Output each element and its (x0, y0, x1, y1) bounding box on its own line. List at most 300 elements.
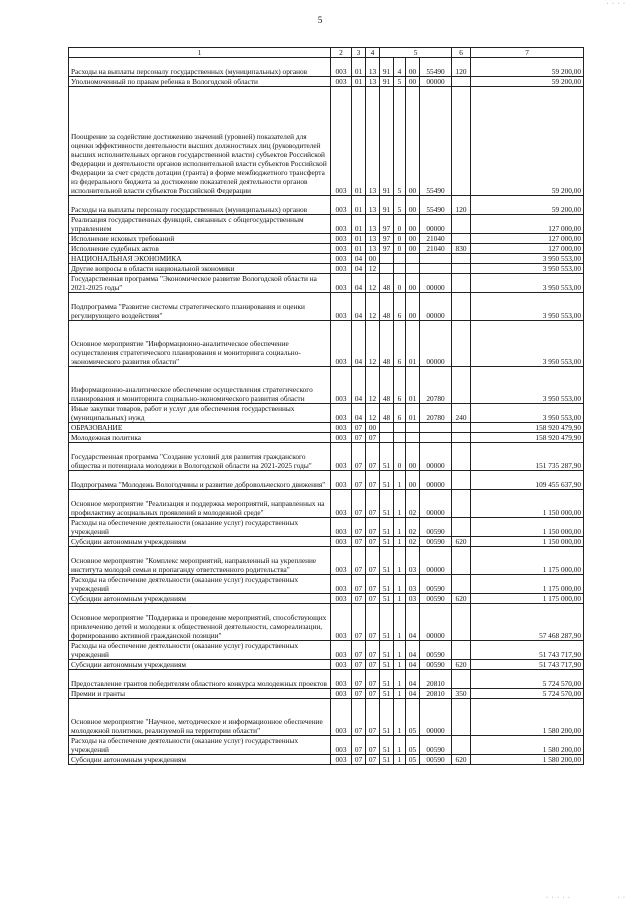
razdel-cell: 01 (352, 215, 366, 234)
target-code-subprogram-cell: 0 (394, 443, 406, 471)
glava-cell: 003 (331, 404, 352, 423)
amount-cell: 51 743 717,90 (471, 660, 584, 670)
target-code-event-cell: 03 (406, 575, 420, 594)
target-code-subprogram-cell: 1 (394, 518, 406, 537)
razdel-cell: 07 (352, 471, 366, 490)
target-code-event-cell: 02 (406, 518, 420, 537)
glava-cell: 003 (331, 433, 352, 443)
expense-type-cell (452, 518, 471, 537)
razdel-cell: 07 (352, 736, 366, 755)
podrazdel-cell: 07 (366, 670, 380, 689)
amount-cell: 5 724 570,00 (471, 670, 584, 689)
target-code-subprogram-cell: 1 (394, 660, 406, 670)
target-code-subprogram-cell: 6 (394, 321, 406, 367)
amount-cell: 3 950 553,00 (471, 321, 584, 367)
expense-type-cell: 620 (452, 660, 471, 670)
table-header-row (69, 48, 584, 58)
glava-cell: 003 (331, 423, 352, 433)
razdel-cell: 07 (352, 594, 366, 604)
row-name-cell: Расходы на обеспечение деятельности (оказание услуг) государственных учреждений (69, 736, 331, 755)
table-row (69, 736, 584, 755)
row-name-cell: Предоставление грантов победителям областного конкурса молодежных проектов (69, 670, 331, 689)
target-code-direction-cell: 21040 (420, 244, 452, 254)
row-name-cell: Основное мероприятие "Поддержка и проведение мероприятий, способствующих привлечению детей и молодежи к общественной деятельности, самореализации, формированию активной гражданской позиции" (69, 604, 331, 641)
glava-cell: 003 (331, 660, 352, 670)
glava-cell: 003 (331, 293, 352, 321)
glava-cell: 003 (331, 58, 352, 77)
target-code-program-cell: 91 (380, 196, 394, 215)
razdel-cell: 07 (352, 660, 366, 670)
target-code-subprogram-cell: 0 (394, 274, 406, 293)
podrazdel-cell: 07 (366, 547, 380, 575)
target-code-direction-cell: 20780 (420, 367, 452, 404)
expense-type-cell (452, 254, 471, 264)
glava-cell: 003 (331, 641, 352, 660)
podrazdel-cell: 07 (366, 699, 380, 736)
expense-type-cell: 830 (452, 244, 471, 254)
target-code-program-cell: 51 (380, 660, 394, 670)
header-cell: 6 (452, 48, 471, 58)
target-code-program-cell: 51 (380, 755, 394, 765)
table-row (69, 490, 584, 518)
podrazdel-cell: 13 (366, 244, 380, 254)
amount-cell: 3 950 553,00 (471, 274, 584, 293)
amount-cell: 127 000,00 (471, 215, 584, 234)
target-code-direction-cell: 00000 (420, 77, 452, 87)
target-code-event-cell: 02 (406, 537, 420, 547)
podrazdel-cell: 07 (366, 490, 380, 518)
podrazdel-cell: 07 (366, 575, 380, 594)
target-code-event-cell: 00 (406, 87, 420, 196)
table-row (69, 670, 584, 689)
razdel-cell: 07 (352, 670, 366, 689)
header-cell: 4 (366, 48, 380, 58)
target-code-subprogram-cell: 1 (394, 471, 406, 490)
table-row (69, 196, 584, 215)
expense-type-cell: 240 (452, 404, 471, 423)
target-code-subprogram-cell: 1 (394, 604, 406, 641)
glava-cell: 003 (331, 87, 352, 196)
table-row (69, 293, 584, 321)
amount-cell: 3 950 553,00 (471, 264, 584, 274)
expense-type-cell (452, 736, 471, 755)
target-code-subprogram-cell: 0 (394, 234, 406, 244)
target-code-subprogram-cell (394, 433, 406, 443)
target-code-event-cell: 04 (406, 670, 420, 689)
glava-cell: 003 (331, 254, 352, 264)
row-name-cell: Субсидии автономным учреждениям (69, 594, 331, 604)
razdel-cell: 07 (352, 423, 366, 433)
glava-cell: 003 (331, 274, 352, 293)
expense-type-cell (452, 699, 471, 736)
podrazdel-cell: 13 (366, 77, 380, 87)
podrazdel-cell: 12 (366, 404, 380, 423)
expense-type-cell (452, 87, 471, 196)
target-code-event-cell: 00 (406, 77, 420, 87)
razdel-cell: 07 (352, 443, 366, 471)
target-code-event-cell: 00 (406, 215, 420, 234)
razdel-cell: 04 (352, 254, 366, 264)
razdel-cell: 07 (352, 433, 366, 443)
target-code-subprogram-cell: 5 (394, 77, 406, 87)
target-code-direction-cell: 20810 (420, 689, 452, 699)
table-row (69, 321, 584, 367)
glava-cell: 003 (331, 689, 352, 699)
target-code-program-cell: 48 (380, 321, 394, 367)
target-code-event-cell: 04 (406, 604, 420, 641)
amount-cell: 59 200,00 (471, 77, 584, 87)
amount-cell: 59 200,00 (471, 196, 584, 215)
glava-cell: 003 (331, 699, 352, 736)
glava-cell: 003 (331, 321, 352, 367)
target-code-direction-cell: 00000 (420, 604, 452, 641)
podrazdel-cell: 07 (366, 433, 380, 443)
table-row (69, 254, 584, 264)
expense-type-cell: 620 (452, 755, 471, 765)
target-code-subprogram-cell (394, 254, 406, 264)
target-code-program-cell (380, 254, 394, 264)
target-code-subprogram-cell (394, 423, 406, 433)
amount-cell: 1 150 000,00 (471, 518, 584, 537)
podrazdel-cell: 07 (366, 755, 380, 765)
amount-cell: 1 175 000,00 (471, 547, 584, 575)
expense-type-cell: 620 (452, 537, 471, 547)
target-code-program-cell: 91 (380, 58, 394, 77)
expense-type-cell (452, 215, 471, 234)
target-code-event-cell: 04 (406, 689, 420, 699)
target-code-program-cell: 51 (380, 670, 394, 689)
target-code-subprogram-cell: 0 (394, 244, 406, 254)
target-code-subprogram-cell: 1 (394, 575, 406, 594)
table-row (69, 234, 584, 244)
target-code-program-cell: 48 (380, 293, 394, 321)
razdel-cell: 07 (352, 689, 366, 699)
expense-type-cell: 620 (452, 594, 471, 604)
target-code-subprogram-cell: 1 (394, 689, 406, 699)
glava-cell: 003 (331, 443, 352, 471)
table-row (69, 471, 584, 490)
table-row (69, 594, 584, 604)
target-code-event-cell: 00 (406, 58, 420, 77)
target-code-direction-cell (420, 433, 452, 443)
expense-type-cell (452, 575, 471, 594)
table-row (69, 244, 584, 254)
target-code-subprogram-cell (394, 264, 406, 274)
header-cell: 3 (352, 48, 366, 58)
expense-type-cell (452, 670, 471, 689)
glava-cell: 003 (331, 670, 352, 689)
razdel-cell: 07 (352, 518, 366, 537)
target-code-direction-cell: 00590 (420, 736, 452, 755)
razdel-cell: 07 (352, 641, 366, 660)
glava-cell: 003 (331, 537, 352, 547)
target-code-direction-cell: 00590 (420, 594, 452, 604)
target-code-subprogram-cell: 1 (394, 699, 406, 736)
target-code-direction-cell: 55490 (420, 196, 452, 215)
podrazdel-cell: 07 (366, 537, 380, 547)
target-code-subprogram-cell: 1 (394, 594, 406, 604)
table-row (69, 87, 584, 196)
target-code-program-cell: 51 (380, 518, 394, 537)
amount-cell: 57 468 287,90 (471, 604, 584, 641)
table-row (69, 215, 584, 234)
target-code-program-cell: 51 (380, 443, 394, 471)
target-code-program-cell (380, 264, 394, 274)
target-code-program-cell: 48 (380, 367, 394, 404)
row-name-cell: ОБРАЗОВАНИЕ (69, 423, 331, 433)
target-code-event-cell: 01 (406, 321, 420, 367)
podrazdel-cell: 12 (366, 264, 380, 274)
row-name-cell: Уполномоченный по правам ребенка в Вологодской области (69, 77, 331, 87)
podrazdel-cell: 00 (366, 254, 380, 264)
row-name-cell: Субсидии автономным учреждениям (69, 755, 331, 765)
row-name-cell: Расходы на выплаты персоналу государственных (муниципальных) органов (69, 196, 331, 215)
row-name-cell: Государственная программа "Создание условий для развития гражданского общества и потенциала молодежи в Вологодской области на 2021-2025 годы" (69, 443, 331, 471)
amount-cell: 1 150 000,00 (471, 490, 584, 518)
target-code-program-cell: 51 (380, 594, 394, 604)
expense-type-cell (452, 490, 471, 518)
podrazdel-cell: 13 (366, 196, 380, 215)
amount-cell: 51 743 717,90 (471, 641, 584, 660)
expense-type-cell (452, 604, 471, 641)
glava-cell: 003 (331, 547, 352, 575)
row-name-cell: Основное мероприятие "Научное, методическое и информационное обеспечение молодежной политики, реализуемой на территории области" (69, 699, 331, 736)
target-code-event-cell: 00 (406, 443, 420, 471)
target-code-program-cell: 51 (380, 537, 394, 547)
table-row (69, 641, 584, 660)
expense-type-cell (452, 423, 471, 433)
podrazdel-cell: 07 (366, 471, 380, 490)
target-code-event-cell: 00 (406, 293, 420, 321)
target-code-program-cell: 97 (380, 234, 394, 244)
table-row (69, 77, 584, 87)
podrazdel-cell: 07 (366, 641, 380, 660)
expense-type-cell: 120 (452, 58, 471, 77)
glava-cell: 003 (331, 367, 352, 404)
row-name-cell: Реализация государственных функций, связанных с общегосударственным управлением (69, 215, 331, 234)
table-row (69, 547, 584, 575)
target-code-direction-cell: 00000 (420, 274, 452, 293)
amount-cell: 1 580 200,00 (471, 699, 584, 736)
podrazdel-cell: 12 (366, 293, 380, 321)
podrazdel-cell: 07 (366, 604, 380, 641)
row-name-cell: НАЦИОНАЛЬНАЯ ЭКОНОМИКА (69, 254, 331, 264)
amount-cell: 1 175 000,00 (471, 594, 584, 604)
row-name-cell: Основное мероприятие "Информационно-аналитическое обеспечение осуществления стратегического планирования и мониторинга социально-экономического развития области" (69, 321, 331, 367)
amount-cell: 5 724 570,00 (471, 689, 584, 699)
target-code-direction-cell: 00590 (420, 575, 452, 594)
amount-cell: 59 200,00 (471, 87, 584, 196)
glava-cell: 003 (331, 755, 352, 765)
glava-cell: 003 (331, 264, 352, 274)
razdel-cell: 04 (352, 367, 366, 404)
razdel-cell: 04 (352, 274, 366, 293)
target-code-subprogram-cell: 4 (394, 58, 406, 77)
glava-cell: 003 (331, 736, 352, 755)
target-code-direction-cell: 00590 (420, 518, 452, 537)
table-row (69, 699, 584, 736)
row-name-cell: Другие вопросы в области национальной экономики (69, 264, 331, 274)
amount-cell: 127 000,00 (471, 244, 584, 254)
glava-cell: 003 (331, 244, 352, 254)
table-row (69, 689, 584, 699)
razdel-cell: 07 (352, 699, 366, 736)
target-code-subprogram-cell: 5 (394, 196, 406, 215)
target-code-direction-cell: 20780 (420, 404, 452, 423)
row-name-cell: Субсидии автономным учреждениям (69, 537, 331, 547)
target-code-program-cell: 51 (380, 604, 394, 641)
target-code-event-cell: 03 (406, 594, 420, 604)
header-cell: 1 (69, 48, 331, 58)
target-code-program-cell: 51 (380, 641, 394, 660)
row-name-cell: Исполнение судебных актов (69, 244, 331, 254)
target-code-direction-cell: 21040 (420, 234, 452, 244)
target-code-direction-cell: 00000 (420, 490, 452, 518)
expense-type-cell (452, 547, 471, 575)
expense-type-cell (452, 443, 471, 471)
razdel-cell: 04 (352, 404, 366, 423)
razdel-cell: 01 (352, 234, 366, 244)
target-code-event-cell: 01 (406, 404, 420, 423)
razdel-cell: 07 (352, 604, 366, 641)
target-code-event-cell: 00 (406, 244, 420, 254)
target-code-direction-cell: 00000 (420, 699, 452, 736)
budget-table (68, 47, 584, 765)
target-code-program-cell: 97 (380, 215, 394, 234)
target-code-subprogram-cell: 1 (394, 670, 406, 689)
glava-cell: 003 (331, 490, 352, 518)
table-row (69, 404, 584, 423)
table-row (69, 367, 584, 404)
podrazdel-cell: 13 (366, 87, 380, 196)
glava-cell: 003 (331, 215, 352, 234)
podrazdel-cell: 07 (366, 594, 380, 604)
row-name-cell: Молодежная политика (69, 433, 331, 443)
target-code-program-cell: 51 (380, 689, 394, 699)
target-code-subprogram-cell: 1 (394, 547, 406, 575)
target-code-program-cell: 51 (380, 699, 394, 736)
amount-cell: 3 950 553,00 (471, 367, 584, 404)
target-code-event-cell: 00 (406, 234, 420, 244)
target-code-direction-cell: 00000 (420, 547, 452, 575)
amount-cell: 3 950 553,00 (471, 404, 584, 423)
target-code-program-cell: 51 (380, 575, 394, 594)
expense-type-cell (452, 321, 471, 367)
target-code-subprogram-cell: 0 (394, 215, 406, 234)
podrazdel-cell: 13 (366, 58, 380, 77)
razdel-cell: 07 (352, 547, 366, 575)
target-code-event-cell (406, 264, 420, 274)
amount-cell: 158 920 479,90 (471, 423, 584, 433)
target-code-direction-cell: 00000 (420, 215, 452, 234)
target-code-subprogram-cell: 1 (394, 537, 406, 547)
razdel-cell: 04 (352, 264, 366, 274)
row-name-cell: Иные закупки товаров, работ и услуг для обеспечения государственных (муниципальных) нужд (69, 404, 331, 423)
razdel-cell: 01 (352, 196, 366, 215)
target-code-direction-cell (420, 254, 452, 264)
table-row (69, 660, 584, 670)
corner-mark-top: · · · · (606, 1, 626, 7)
podrazdel-cell: 12 (366, 321, 380, 367)
amount-cell: 109 455 637,90 (471, 471, 584, 490)
target-code-subprogram-cell: 1 (394, 755, 406, 765)
row-name-cell: Премии и гранты (69, 689, 331, 699)
table-row (69, 755, 584, 765)
row-name-cell: Подпрограмма "Молодежь Вологодчины и развитие добровольческого движения" (69, 471, 331, 490)
row-name-cell: Расходы на выплаты персоналу государственных (муниципальных) органов (69, 58, 331, 77)
target-code-subprogram-cell: 1 (394, 490, 406, 518)
glava-cell: 003 (331, 196, 352, 215)
podrazdel-cell: 13 (366, 234, 380, 244)
target-code-event-cell: 05 (406, 755, 420, 765)
glava-cell: 003 (331, 594, 352, 604)
target-code-event-cell (406, 433, 420, 443)
corner-mark-bottom-right: · · (617, 895, 626, 901)
target-code-program-cell: 91 (380, 77, 394, 87)
target-code-event-cell: 00 (406, 471, 420, 490)
target-code-event-cell: 00 (406, 196, 420, 215)
row-name-cell: Поощрение за содействие достижению значений (уровней) показателей для оценки эффективности деятельности высших должностных лиц (руководителей высших исполнительных органов государственной власти) субъектов Российской Федерации и деятельности органов исполнительной власти субъектов Российской Федерации за счет средств дотации (гранта) в форме межбюджетного трансферта из федерального бюджета за достижение показателей деятельности органов исполнительной власти субъектов Российской Федерации (69, 87, 331, 196)
target-code-event-cell: 04 (406, 660, 420, 670)
target-code-program-cell (380, 433, 394, 443)
podrazdel-cell: 12 (366, 367, 380, 404)
amount-cell: 3 950 553,00 (471, 293, 584, 321)
target-code-subprogram-cell: 6 (394, 293, 406, 321)
table-row (69, 518, 584, 537)
table-row (69, 604, 584, 641)
podrazdel-cell: 00 (366, 423, 380, 433)
amount-cell: 1 580 200,00 (471, 755, 584, 765)
row-name-cell: Основное мероприятие "Комплекс мероприятий, направленный на укрепление института молодой семьи и пропаганду ответственного родительства" (69, 547, 331, 575)
target-code-program-cell: 51 (380, 471, 394, 490)
expense-type-cell (452, 433, 471, 443)
target-code-direction-cell: 55490 (420, 87, 452, 196)
target-code-event-cell: 05 (406, 699, 420, 736)
target-code-event-cell: 00 (406, 274, 420, 293)
expense-type-cell (452, 274, 471, 293)
target-code-event-cell: 02 (406, 490, 420, 518)
target-code-subprogram-cell: 6 (394, 404, 406, 423)
target-code-subprogram-cell: 6 (394, 367, 406, 404)
target-code-direction-cell: 00000 (420, 321, 452, 367)
target-code-direction-cell: 00000 (420, 471, 452, 490)
razdel-cell: 04 (352, 321, 366, 367)
table-row (69, 423, 584, 433)
podrazdel-cell: 07 (366, 518, 380, 537)
target-code-direction-cell (420, 264, 452, 274)
razdel-cell: 01 (352, 58, 366, 77)
target-code-program-cell: 48 (380, 274, 394, 293)
podrazdel-cell: 07 (366, 736, 380, 755)
target-code-subprogram-cell: 5 (394, 87, 406, 196)
glava-cell: 003 (331, 575, 352, 594)
target-code-program-cell: 51 (380, 736, 394, 755)
row-name-cell: Расходы на обеспечение деятельности (оказание услуг) государственных учреждений (69, 641, 331, 660)
header-cell: 5 (380, 48, 452, 58)
expense-type-cell (452, 471, 471, 490)
table-row (69, 264, 584, 274)
target-code-direction-cell: 00000 (420, 293, 452, 321)
amount-cell: 151 735 287,90 (471, 443, 584, 471)
amount-cell: 1 175 000,00 (471, 575, 584, 594)
target-code-program-cell: 51 (380, 490, 394, 518)
target-code-event-cell (406, 254, 420, 264)
target-code-subprogram-cell: 1 (394, 736, 406, 755)
target-code-event-cell: 01 (406, 367, 420, 404)
target-code-subprogram-cell: 1 (394, 641, 406, 660)
podrazdel-cell: 07 (366, 443, 380, 471)
amount-cell: 59 200,00 (471, 58, 584, 77)
